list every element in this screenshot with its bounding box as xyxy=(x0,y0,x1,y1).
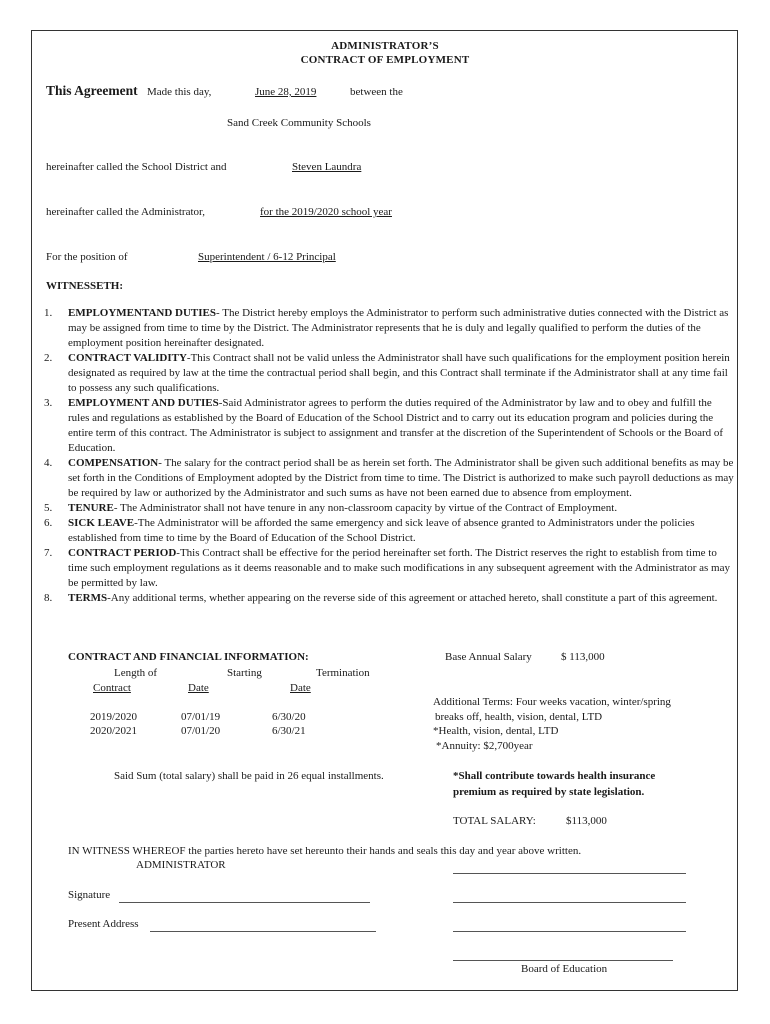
row1-end: 6/30/20 xyxy=(272,711,306,723)
additional-terms-line4: *Annuity: $2,700year xyxy=(436,740,533,752)
contract-title-line1: ADMINISTRATOR’S xyxy=(331,40,439,52)
administrator-label: ADMINISTRATOR xyxy=(136,859,226,871)
insurance-note-line1: *Shall contribute towards health insurance xyxy=(453,770,656,782)
financial-heading: CONTRACT AND FINANCIAL INFORMATION: xyxy=(68,651,309,663)
term-item: 7. CONTRACT PERIOD-This Contract shall be effective for the period hereinafter set forth. The District reserves the right to establish from time to time such employment regulations as it deems reasonable and to make such modifications in any subsequent agreement with the Administrator as may be permitted by law. xyxy=(44,547,730,589)
row1-start: 07/01/19 xyxy=(181,711,221,723)
total-salary-label: TOTAL SALARY: xyxy=(453,815,536,827)
term-item: 3. EMPLOYMENT AND DUTIES-Said Administrator agrees to perform the duties required of the Administrator by law and to obey and fulfill the rules and regulations as established by the Board of Education of the School District and to carry out its education program and policies during the entire term of this contract. The Administrator is subject to assignment and transfer at the discretion of the Superintendent of Schools or the Board of Education. xyxy=(44,397,724,454)
board-of-education-label: Board of Education xyxy=(521,963,608,975)
term-item: 6. SICK LEAVE-The Administrator will be afforded the same emergency and sick leave of absence granted to Administrators under the policies established from time to time by the Board of Education of the School District. xyxy=(44,517,695,544)
agreement-lead: This Agreement xyxy=(46,83,138,98)
signature-label: Signature xyxy=(68,889,111,901)
present-address-label: Present Address xyxy=(68,918,139,930)
administrator-name: Steven Laundra xyxy=(292,161,362,173)
col-start-date-header: Date xyxy=(188,682,209,694)
hereinafter-admin-label: hereinafter called the Administrator, xyxy=(46,206,205,218)
row2-contract: 2020/2021 xyxy=(90,725,138,737)
row2-start: 07/01/20 xyxy=(181,725,221,737)
agreement-date: June 28, 2019 xyxy=(255,86,317,98)
school-year: for the 2019/2020 school year xyxy=(260,206,392,218)
additional-terms-line3: *Health, vision, dental, LTD xyxy=(433,725,559,737)
between-label: between the xyxy=(350,86,403,98)
made-this-day-label: Made this day, xyxy=(147,86,212,98)
signature-line-board-4 xyxy=(453,960,673,961)
term-item: 8. TERMS-Any additional terms, whether appearing on the reverse side of this agreement or attached hereto, shall constitute a part of this agreement. xyxy=(44,592,718,604)
signature-line-board-1 xyxy=(453,873,686,874)
present-address-line xyxy=(150,931,376,932)
term-item: 4. COMPENSATION- The salary for the contract period shall be as herein set forth. The Administrator shall be given such additional benefits as may be set forth in the Conditions of Employment adopted by the District from time to time. The District is authorized to make such payroll deductions as may be required by law or authorized by the Administrator and such sums as have not been earned due to absence from employment. xyxy=(44,457,734,499)
term-item: 2. CONTRACT VALIDITY-This Contract shall not be valid unless the Administrator shall have such qualifications for the employment position herein designated as required by law at the time the contractual period shall begin, and this Contract shall terminate if the Administrator shall at any time fail to possess any such qualifications. xyxy=(44,352,730,394)
additional-terms-line1: Additional Terms: Four weeks vacation, winter/spring xyxy=(433,696,671,708)
term-item: 1. EMPLOYMENTAND DUTIES- The District hereby employs the Administrator to perform such administrative duties connected with the District as may be assigned from time to time by the District. The Administrator represents that he is duly and legally qualified to perform the duties of the employment position hereinafter designated. xyxy=(44,307,729,349)
contract-title-line2: CONTRACT OF EMPLOYMENT xyxy=(300,54,470,66)
total-salary-value: $113,000 xyxy=(566,815,607,827)
signature-line-board-3 xyxy=(453,931,686,932)
additional-terms-line2: breaks off, health, vision, dental, LTD xyxy=(435,711,603,723)
base-salary-label: Base Annual Salary xyxy=(445,651,532,663)
witness-statement: IN WITNESS WHEREOF the parties hereto have set hereunto their hands and seals this day and year above written. xyxy=(68,845,582,857)
insurance-note-line2: premium as required by state legislation. xyxy=(453,786,645,798)
position-label: For the position of xyxy=(46,251,128,263)
col-termination-label: Termination xyxy=(316,667,370,679)
school-district-name: Sand Creek Community Schools xyxy=(227,117,371,129)
row1-contract: 2019/2020 xyxy=(90,711,138,723)
base-salary-value: $ 113,000 xyxy=(561,651,605,663)
contract-terms-list xyxy=(44,306,734,606)
col-length-label: Length of xyxy=(114,667,158,679)
row2-end: 6/30/21 xyxy=(272,725,306,737)
col-starting-label: Starting xyxy=(227,667,262,679)
administrator-signature-line xyxy=(119,902,370,903)
position-value: Superintendent / 6-12 Principal xyxy=(198,251,336,263)
witnesseth-heading: WITNESSETH: xyxy=(46,280,124,292)
col-term-date-header: Date xyxy=(290,682,311,694)
term-item: 5. TENURE- The Administrator shall not have tenure in any non-classroom capacity by virtue of the Contract of Employment. xyxy=(44,502,618,514)
installments-text: Said Sum (total salary) shall be paid in 26 equal installments. xyxy=(114,770,384,782)
hereinafter-district-label: hereinafter called the School District and xyxy=(46,161,227,173)
signature-line-board-2 xyxy=(453,902,686,903)
col-contract-header: Contract xyxy=(93,682,131,694)
